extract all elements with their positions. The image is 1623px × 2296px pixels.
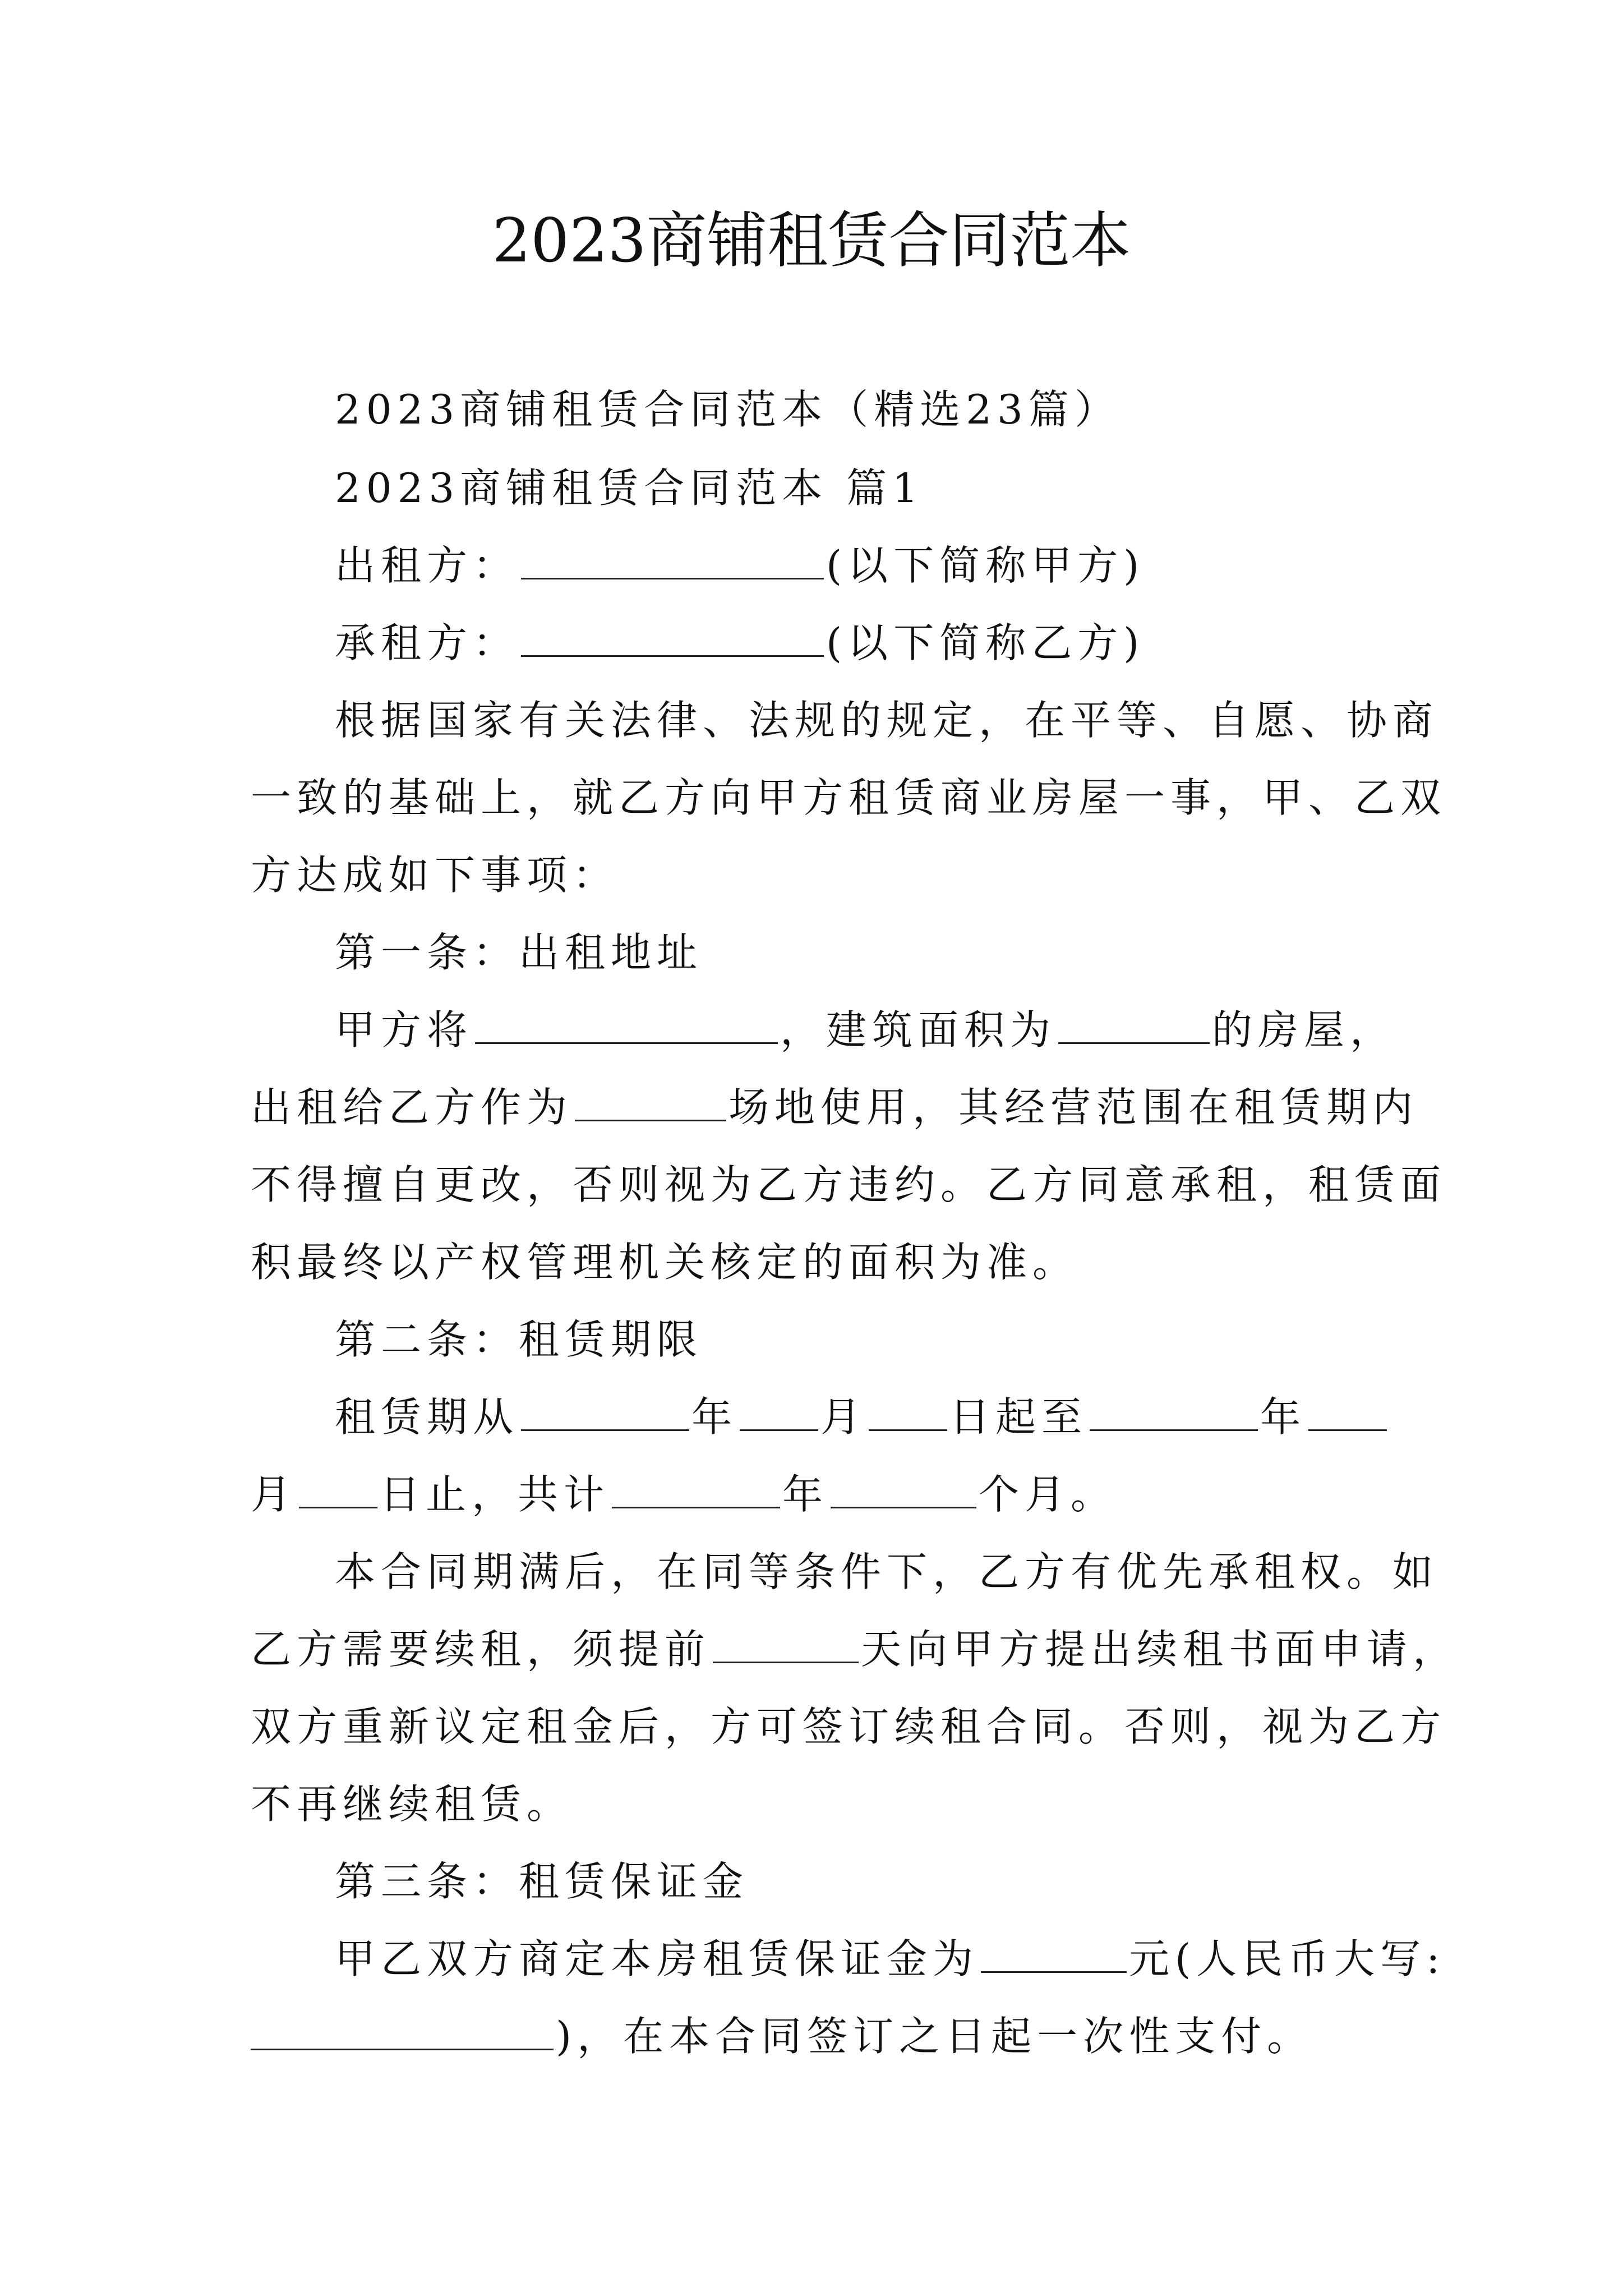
lessee-line — [335, 615, 1145, 671]
lessee-suffix: (以下简称乙方) — [826, 619, 1145, 666]
lessee-blank — [521, 620, 824, 657]
text-span: 租赁期从 — [335, 1393, 519, 1441]
article-2-line-2 — [251, 1466, 1117, 1522]
text-span: 年 — [782, 1471, 829, 1518]
article-1-heading: 第一条：出租地址 — [335, 929, 703, 976]
text-span: ，建筑面积为 — [780, 1006, 1057, 1053]
end-year-blank — [1090, 1395, 1258, 1431]
text-span: 乙方需要续租，须提前 — [251, 1626, 711, 1673]
end-day-blank — [299, 1472, 377, 1508]
text-span: 日起至 — [949, 1393, 1088, 1441]
deposit-amount-blank — [981, 1936, 1127, 1973]
lessee-label: 承租方： — [335, 619, 519, 666]
text-span: 出租给乙方作为 — [251, 1084, 573, 1131]
lessor-blank — [521, 543, 824, 579]
text-span: 甲乙双方商定本房租赁保证金为 — [335, 1935, 979, 1982]
text-span: 月 — [251, 1471, 297, 1518]
article-3-heading: 第三条：租赁保证金 — [335, 1858, 749, 1905]
text-span: 年 — [1260, 1393, 1307, 1441]
article-2-line-1 — [335, 1389, 1389, 1445]
article-1-line-4: 积最终以产权管理机关核定的面积为准。 — [251, 1239, 1079, 1286]
text-span: 场地使用，其经营范围在租赁期内 — [728, 1084, 1419, 1131]
text-span: 元(人民币大写: — [1129, 1935, 1446, 1982]
text-span: 月 — [820, 1393, 867, 1441]
text-span: 甲方将 — [335, 1006, 473, 1053]
article-2-heading: 第二条：租赁期限 — [335, 1316, 703, 1363]
area-blank — [1058, 1007, 1210, 1044]
article-1-line-1 — [335, 1002, 1396, 1058]
article-3-line-2 — [251, 2008, 1313, 2064]
renewal-days-blank — [713, 1627, 859, 1663]
lessor-suffix: (以下简称甲方) — [826, 542, 1145, 589]
preamble-line-1: 根据国家有关法律、法规的规定，在平等、自愿、协商 — [335, 697, 1439, 744]
text-span: 天向甲方提出续租书面申请， — [861, 1626, 1459, 1673]
start-day-blank — [869, 1395, 947, 1431]
text-span: 日止，共计 — [380, 1471, 610, 1518]
collection-subtitle: 2023商铺租赁合同范本（精选23篇） — [335, 386, 1121, 433]
start-month-blank — [740, 1395, 818, 1431]
article-2-para-2-line-1: 本合同期满后，在同等条件下，乙方有优先承租权。如 — [335, 1548, 1439, 1595]
start-year-blank — [521, 1395, 689, 1431]
article-3-line-1 — [335, 1931, 1445, 1987]
deposit-words-blank — [251, 2014, 554, 2050]
text-span: 年 — [691, 1393, 738, 1441]
article-2-para-2-line-3: 双方重新议定租金后，方可签订续租合同。否则，视为乙方 — [251, 1703, 1447, 1750]
section-heading: 2023商铺租赁合同范本 篇1 — [335, 464, 924, 512]
text-span: )，在本合同签订之日起一次性支付。 — [556, 2013, 1313, 2060]
total-years-blank — [612, 1472, 780, 1508]
preamble-line-2: 一致的基础上，就乙方向甲方租赁商业房屋一事，甲、乙双 — [251, 774, 1447, 821]
address-blank — [475, 1007, 778, 1044]
document-title: 2023商铺租赁合同范本 — [492, 206, 1131, 276]
article-2-para-2-line-2 — [251, 1621, 1459, 1677]
lessor-line — [335, 537, 1145, 593]
text-span: 个月。 — [979, 1471, 1117, 1518]
text-span: 的房屋， — [1212, 1006, 1396, 1053]
article-1-line-3: 不得擅自更改，否则视为乙方违约。乙方同意承租，租赁面 — [251, 1161, 1447, 1208]
total-months-blank — [831, 1472, 976, 1508]
lessor-label: 出租方： — [335, 542, 519, 589]
article-2-para-2-line-4: 不再继续租赁。 — [251, 1780, 573, 1828]
article-1-line-2 — [251, 1079, 1418, 1135]
end-month-blank — [1308, 1395, 1387, 1431]
preamble-line-3: 方达成如下事项： — [251, 852, 619, 899]
usage-blank — [575, 1085, 726, 1121]
